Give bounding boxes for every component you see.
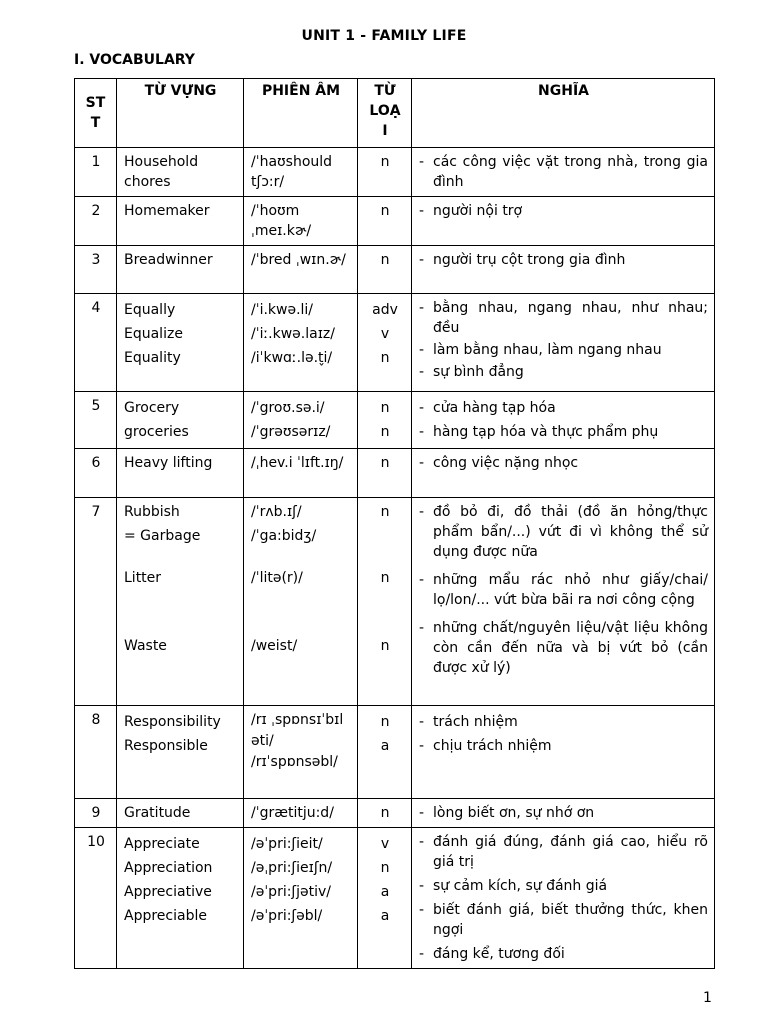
part-of-speech-cell <box>358 799 412 828</box>
part-of-speech-cell <box>358 294 412 392</box>
word-cell <box>117 197 244 246</box>
word: Appreciate <box>124 836 200 852</box>
pronunciation: /ˈiː.kwə.laɪz/ <box>251 326 335 342</box>
word: Heavy lifting <box>124 455 213 471</box>
meaning-item: - làm bằng nhau, làm ngang nhau <box>419 340 708 360</box>
meaning: các công việc vặt trong nhà, trong gia đình <box>433 154 708 190</box>
word: = Garbage <box>124 528 201 544</box>
part-of-speech-cell <box>358 498 412 706</box>
page-number: 1 <box>703 990 712 1006</box>
part-of-speech: a <box>380 884 390 900</box>
part-of-speech: a <box>380 908 390 924</box>
pronunciation-cell <box>244 246 358 294</box>
word: Litter <box>124 570 162 586</box>
pronunciation-cell <box>244 392 358 449</box>
pronunciation-cell <box>244 498 358 706</box>
meaning-item: - đồ bỏ đi, đồ thải (đồ ăn hỏng/thực phẩm bẩn/...) vứt đi vì không thể sử dụng được nữa <box>419 504 708 560</box>
meaning-cell <box>412 498 715 706</box>
table-row <box>75 706 715 799</box>
part-of-speech-cell <box>358 449 412 498</box>
vocabulary-table <box>74 78 715 969</box>
word-cell <box>117 246 244 294</box>
word: Appreciative <box>124 884 212 900</box>
row-number: 9 <box>75 799 117 828</box>
part-of-speech: v <box>380 326 390 342</box>
meaning: đồ bỏ đi, đồ thải (đồ ăn hỏng/thực phẩm bẩn/...) vứt đi vì không thể sử dụng được nữa <box>433 504 708 560</box>
meaning-item: - cửa hàng tạp hóa <box>419 396 708 420</box>
part-of-speech-cell <box>358 828 412 969</box>
word-cell <box>117 828 244 969</box>
word: Appreciable <box>124 908 207 924</box>
word-cell <box>117 294 244 392</box>
word: Household chores <box>124 154 199 190</box>
word: Gratitude <box>124 805 191 821</box>
part-of-speech: n <box>380 805 390 821</box>
meaning-cell <box>412 294 715 392</box>
meaning-item: - những mẩu rác nhỏ như giấy/chai/ lọ/lon/... vứt bừa bãi ra nơi công cộng <box>419 572 708 608</box>
pronunciation: /ˈlitə(r)/ <box>251 570 303 586</box>
word: Equality <box>124 350 181 366</box>
header-meaning: NGHĨA <box>412 79 715 148</box>
pronunciation: /ˈga:bidʒ/ <box>251 528 317 544</box>
word: Grocery <box>124 400 180 416</box>
table-row <box>75 828 715 969</box>
word-cell <box>117 392 244 449</box>
meaning: công việc nặng nhọc <box>433 455 579 471</box>
word: Responsibility <box>124 714 221 730</box>
part-of-speech-cell <box>358 246 412 294</box>
pronunciation: /ˈrʌb.ɪʃ/ <box>251 504 302 520</box>
word-cell <box>117 498 244 706</box>
table-row <box>75 197 715 246</box>
meaning-item: - đáng kể, tương đối <box>419 944 708 964</box>
meaning-cell <box>412 148 715 197</box>
pronunciation: /ˌhev.i ˈlɪft.ɪŋ/ <box>251 455 344 471</box>
meaning-item: - sự bình đẳng <box>419 362 708 382</box>
meaning-item: - người nội trợ <box>419 201 708 221</box>
meaning-item: - biết đánh giá, biết thưởng thức, khen ngợi <box>419 902 708 938</box>
meaning: trách nhiệm <box>433 714 518 730</box>
table-row <box>75 246 715 294</box>
table-row <box>75 392 715 449</box>
table-header-row <box>75 79 715 148</box>
meaning-item: - lòng biết ơn, sự nhớ ơn <box>419 803 708 823</box>
part-of-speech: n <box>380 400 390 416</box>
meaning-item: - người trụ cột trong gia đình <box>419 250 708 270</box>
part-of-speech: n <box>380 154 390 170</box>
row-number: 6 <box>75 449 117 498</box>
row-number: 5 <box>75 392 117 449</box>
meaning: đáng kể, tương đối <box>433 946 565 962</box>
word: Rubbish <box>124 504 180 520</box>
row-number: 4 <box>75 294 117 392</box>
meaning-item: - bằng nhau, ngang nhau, như nhau; đều <box>419 300 708 336</box>
word: Breadwinner <box>124 252 213 268</box>
meaning-cell <box>412 799 715 828</box>
row-number: 10 <box>75 828 117 969</box>
meaning: sự cảm kích, sự đánh giá <box>433 878 608 894</box>
meaning-item: - sự cảm kích, sự đánh giá <box>419 876 708 896</box>
part-of-speech: a <box>380 738 390 754</box>
meaning: cửa hàng tạp hóa <box>433 400 556 416</box>
word-cell <box>117 148 244 197</box>
table-row <box>75 449 715 498</box>
pronunciation-cell <box>244 828 358 969</box>
word: Waste <box>124 638 167 654</box>
meaning-item: - những chất/nguyên liệu/vật liệu không còn cần đến nữa và bị vứt bỏ (cần được xử lý) <box>419 620 708 676</box>
meaning: làm bằng nhau, làm ngang nhau <box>433 342 662 358</box>
meaning: chịu trách nhiệm <box>433 738 552 754</box>
meaning: những mẩu rác nhỏ như giấy/chai/ lọ/lon/... vứt bừa bãi ra nơi công cộng <box>433 572 708 608</box>
pronunciation: /iˈkwɑː.lə.t̬i/ <box>251 350 333 366</box>
meaning-item: - hàng tạp hóa và thực phẩm phụ <box>419 420 708 444</box>
table-row <box>75 148 715 197</box>
pronunciation: /ˈgrəʊsərɪz/ <box>251 424 331 440</box>
meaning: người trụ cột trong gia đình <box>433 252 626 268</box>
part-of-speech: v <box>380 836 390 852</box>
meaning-item: - chịu trách nhiệm <box>419 734 708 758</box>
part-of-speech: adv <box>372 302 398 318</box>
header-part-of-speech: TỪ LOẠ I <box>358 79 412 148</box>
meaning-cell <box>412 392 715 449</box>
meaning-cell <box>412 449 715 498</box>
pronunciation: /əˈpri:ʃieit/ <box>251 836 323 852</box>
meaning: đánh giá đúng, đánh giá cao, hiểu rõ giá trị <box>433 834 708 870</box>
word: Homemaker <box>124 203 210 219</box>
meaning: lòng biết ơn, sự nhớ ơn <box>433 805 595 821</box>
meaning: biết đánh giá, biết thưởng thức, khen ngợi <box>433 902 708 938</box>
pronunciation: /rɪˈspɒnsəbl/ <box>251 754 338 770</box>
word-cell <box>117 706 244 799</box>
row-number: 3 <box>75 246 117 294</box>
pronunciation: /ˈbred ˌwɪn.ɚ/ <box>251 252 346 268</box>
part-of-speech: n <box>380 455 390 471</box>
word-cell <box>117 799 244 828</box>
pronunciation: /ˈhaʊshould tʃɔ:r/ <box>251 154 333 190</box>
meaning: hàng tạp hóa và thực phẩm phụ <box>433 424 659 440</box>
part-of-speech: n <box>380 203 390 219</box>
pronunciation-cell <box>244 197 358 246</box>
meaning-cell <box>412 197 715 246</box>
pronunciation: /weist/ <box>251 638 298 654</box>
word: groceries <box>124 424 189 440</box>
pronunciation-cell <box>244 148 358 197</box>
pronunciation: /ˈi.kwə.li/ <box>251 302 314 318</box>
pronunciation: /əˈpri:ʃəbl/ <box>251 908 323 924</box>
part-of-speech: n <box>380 504 390 520</box>
word: Appreciation <box>124 860 213 876</box>
pronunciation: /ˈgrætitju:d/ <box>251 805 334 821</box>
pronunciation: /ˈgroʊ.sə.i/ <box>251 400 325 416</box>
meaning-item: - đánh giá đúng, đánh giá cao, hiểu rõ giá trị <box>419 834 708 870</box>
pronunciation: /rɪ ˌspɒnsɪˈbɪləti/ <box>251 712 344 749</box>
row-number: 8 <box>75 706 117 799</box>
part-of-speech-cell <box>358 706 412 799</box>
part-of-speech: n <box>380 350 390 366</box>
header-pronunciation: PHIÊN ÂM <box>244 79 358 148</box>
part-of-speech: n <box>380 638 390 654</box>
meaning: sự bình đẳng <box>433 364 524 380</box>
part-of-speech-cell <box>358 392 412 449</box>
row-number: 7 <box>75 498 117 706</box>
meaning: bằng nhau, ngang nhau, như nhau; đều <box>433 300 708 336</box>
pronunciation: /ˈhoʊm ˌmeɪ.kɚ/ <box>251 203 312 239</box>
word: Equally <box>124 302 176 318</box>
pronunciation-cell <box>244 706 358 799</box>
word-cell <box>117 449 244 498</box>
meaning-item: - trách nhiệm <box>419 710 708 734</box>
part-of-speech: n <box>380 714 390 730</box>
row-number: 2 <box>75 197 117 246</box>
table-row <box>75 498 715 706</box>
part-of-speech: n <box>380 252 390 268</box>
table-row <box>75 294 715 392</box>
pronunciation-cell <box>244 799 358 828</box>
part-of-speech: n <box>380 860 390 876</box>
meaning: người nội trợ <box>433 203 523 219</box>
row-number: 1 <box>75 148 117 197</box>
pronunciation: /əˈpri:ʃjətiv/ <box>251 884 332 900</box>
meaning-cell <box>412 828 715 969</box>
pronunciation: /əˌpri:ʃieɪʃn/ <box>251 860 333 876</box>
meaning-cell <box>412 706 715 799</box>
word: Equalize <box>124 326 183 342</box>
pronunciation-cell <box>244 294 358 392</box>
part-of-speech-cell <box>358 148 412 197</box>
meaning-item: - các công việc vặt trong nhà, trong gia đình <box>419 154 708 190</box>
meaning: những chất/nguyên liệu/vật liệu không còn cần đến nữa và bị vứt bỏ (cần được xử lý) <box>433 620 708 676</box>
part-of-speech: n <box>380 570 390 586</box>
document-title: UNIT 1 - FAMILY LIFE <box>301 28 467 44</box>
word: Responsible <box>124 738 208 754</box>
part-of-speech-cell <box>358 197 412 246</box>
pronunciation-cell <box>244 449 358 498</box>
meaning-cell <box>412 246 715 294</box>
part-of-speech: n <box>380 424 390 440</box>
header-stt: ST T <box>75 79 117 148</box>
section-heading: I. VOCABULARY <box>74 52 195 68</box>
table-row <box>75 799 715 828</box>
header-word: TỪ VỰNG <box>117 79 244 148</box>
meaning-item: - công việc nặng nhọc <box>419 453 708 473</box>
